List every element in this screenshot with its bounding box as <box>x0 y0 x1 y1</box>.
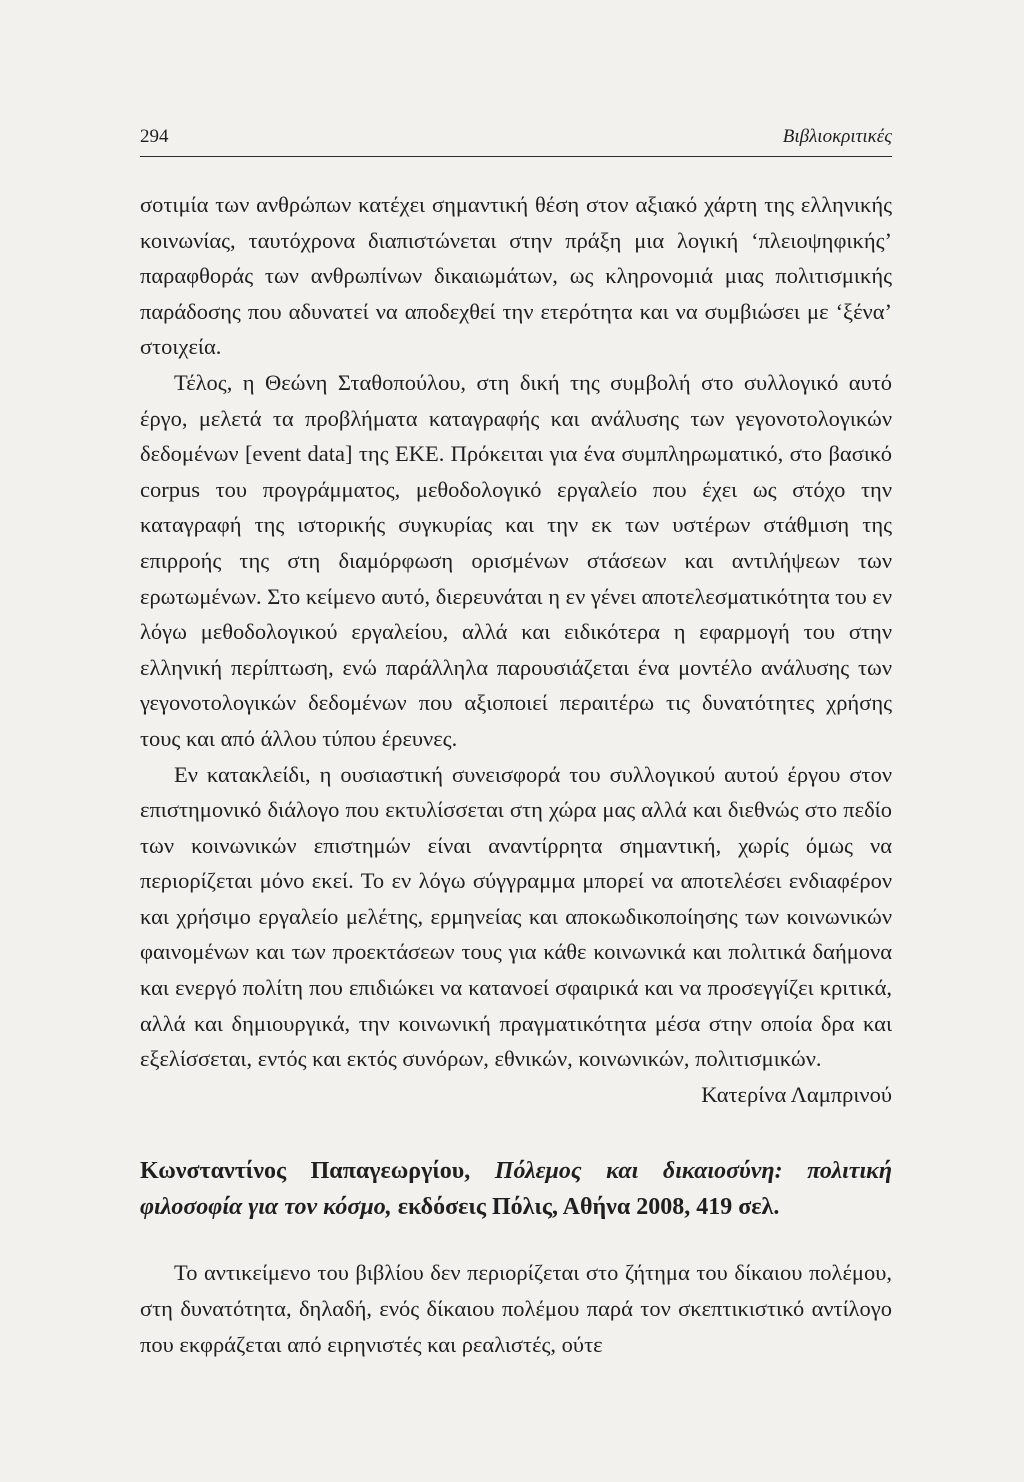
review-book-publication: εκδόσεις Πόλις, Αθήνα 2008, 419 σελ. <box>397 1194 780 1221</box>
page-number: 294 <box>140 126 169 147</box>
review-first-paragraph: Το αντικείμενο του βιβλίου δεν περιορίζεται στο ζήτημα του δίκαιου πολέμου, στη δυνατότητα, δηλαδή, ενός δίκαιου πολέμου παρά τον σκεπτικιστικό αντίλογο που εκφράζεται από ειρηνιστές και ρεαλιστές, ούτε <box>140 1260 892 1357</box>
running-title: Βιβλιοκριτικές <box>782 126 892 147</box>
paragraph-continuation: σοτιμία των ανθρώπων κατέχει σημαντική θέση στον αξιακό χάρτη της ελληνικής κοινωνίας, ταυτόχρονα διαπιστώνεται στην πράξη μια λογική ‘πλειοψηφικής’ παραφθοράς των ανθρωπίνων δικαιωμάτων, ως κληρονομιά μιας πολιτισμικής παράδοσης που αδυνατεί να αποδεχθεί την ετερότητα και να συμβιώσει με ‘ξένα’ στοιχεία. <box>140 192 892 360</box>
body-text <box>140 187 892 1362</box>
paragraph-stathopoulou: Τέλος, η Θεώνη Σταθοπούλου, στη δική της συμβολή στο συλλογικό αυτό έργο, μελετά τα προβλήματα καταγραφής και ανάλυσης των γεγονοτολογικών δεδομένων [event data] της ΕΚΕ. Πρόκειται για ένα συμπληρωματικό, στο βασικό corpus του προγράμματος, μεθοδολογικό εργαλείο που έχει ως στόχο την καταγραφή της ιστορικής συγκυρίας και την εκ των υστέρων στάθμιση της επιρροής της στη διαμόρφωση ορισμένων στάσεων και αντιλήψεων των ερωτωμένων. Στο κείμενο αυτό, διερευνάται η εν γένει αποτελεσματικότητα του εν λόγω μεθοδολογικού εργαλείου, αλλά και ειδικότερα η εφαρμογή του στην ελληνική περίπτωση, ενώ παράλληλα παρουσιάζεται ένα μοντέλο ανάλυσης των γεγονοτολογικών δεδομένων που αξιοποιεί περαιτέρω τις δυνατότητες χρήσης τους και από άλλου τύπου έρευνες. <box>140 369 892 751</box>
review-book-title: Πόλεμος και δικαιοσύνη: πολιτική φιλοσοφία για τον κόσμο, <box>140 1158 892 1221</box>
reviewer-signature: Κατερίνα Λαμπρινού <box>701 1081 892 1107</box>
book-page <box>140 126 892 1366</box>
review-heading <box>140 1153 892 1225</box>
running-header <box>140 126 892 157</box>
paragraph-conclusion: Εν κατακλείδι, η ουσιαστική συνεισφορά του συλλογικού αυτού έργου στον επιστημονικό διάλογο που εκτυλίσσεται στη χώρα μας αλλά και διεθνώς στο πεδίο των κοινωνικών επιστημών είναι αναντίρρητα σημαντική, χωρίς όμως να περιορίζεται μόνο εκεί. Το εν λόγω σύγγραμμα μπορεί να αποτελέσει ενδιαφέρον και χρήσιμο εργαλείο μελέτης, ερμηνείας και αποκωδικοποίησης των κοινωνικών φαινομένων και των προεκτάσεων τους για κάθε κοινωνικά και πολιτικά δαήμονα και ενεργό πολίτη που επιδιώκει να κατανοεί σφαιρικά και να προσεγγίζει κριτικά, αλλά και δημιουργικά, την κοινωνική πραγματικότητα μέσα στην οποία δρα και εξελίσσεται, εντός και εκτός συνόρων, εθνικών, κοινωνικών, πολιτισμικών. <box>140 761 892 1072</box>
review-book-author: Κωνσταντίνος Παπαγεωργίου, <box>140 1158 471 1185</box>
